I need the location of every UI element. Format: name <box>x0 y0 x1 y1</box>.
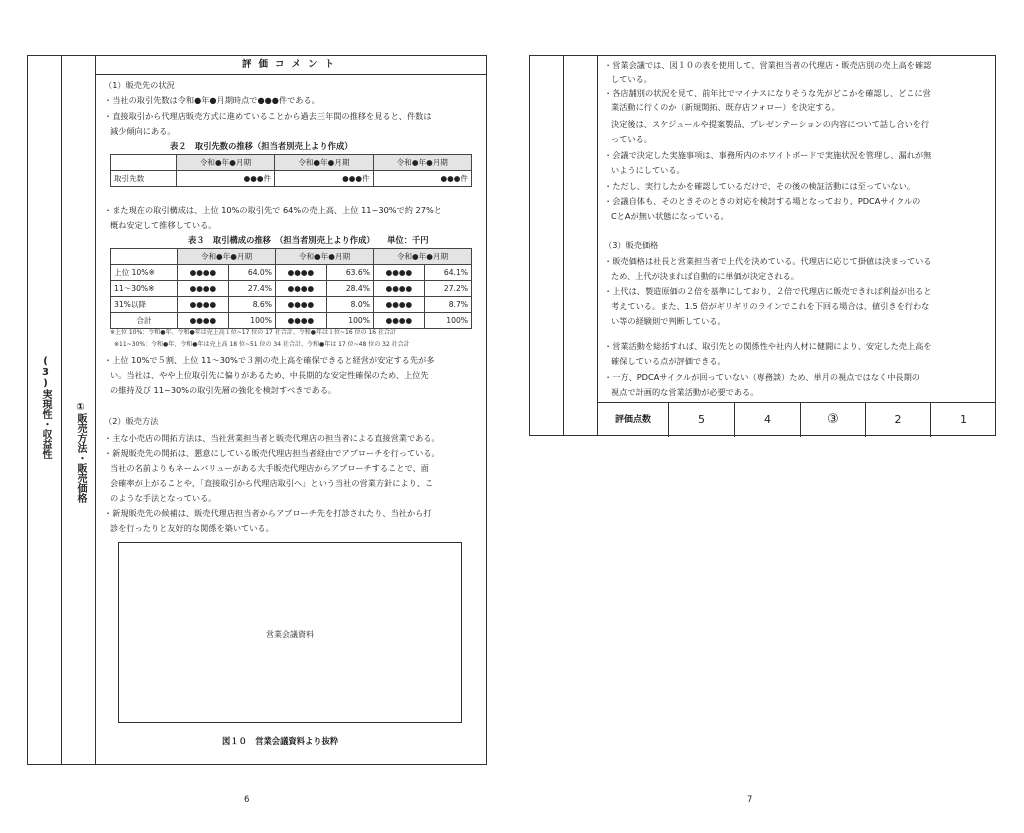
right-row-label-column <box>529 55 564 436</box>
score-option-2: 2 <box>865 403 930 437</box>
table2-header-cell: 令和●年●月期 <box>176 155 274 171</box>
right-line: CとAが無い状態になっている。 <box>611 211 729 221</box>
table3-cell: 64.1% <box>424 265 471 281</box>
right-line: 業活動に行くのか（新規開拓、既存店フォロー）を決定する。 <box>611 102 840 112</box>
table3-cell: 27.2% <box>424 281 471 297</box>
table3-cell: 8.7% <box>424 297 471 313</box>
right-line: ・各店舗別の状況を見て、前年比でマイナスになりそうな先がどこかを確認し、どこに営 <box>604 88 931 98</box>
section1-bullet2-line1: ・直接取引から代理店販売方式に進めていることから過去三年間の推移を見ると、件数は <box>104 111 432 121</box>
table-row <box>111 313 472 329</box>
figure-placeholder-text: 営業会議資料 <box>266 630 314 639</box>
section3-line: 考えている。また、1.5 倍がギリギリのラインでこれを下回る場合は、値引きを行わな <box>611 301 930 311</box>
section2-line7: 診を行ったりと友好的な関係を築いている。 <box>110 523 274 533</box>
table2-cell: ●●●件 <box>176 171 274 187</box>
para3-line1: ・上位 10%で５割、上位 11～30%で３割の売上高を確保できると経営が安定する先が多 <box>104 355 435 365</box>
table3-row-label: 合計 <box>111 313 178 329</box>
para2-line1: ・また現在の取引構成は、上位 10%の取引先で 64%の売上高、上位 11~30%で約 27%と <box>104 205 442 215</box>
table2-cell: ●●●件 <box>373 171 471 187</box>
table3-row-label: 31%以降 <box>111 297 178 313</box>
table2 <box>110 154 472 187</box>
right-line: ・会議自体も、そのときそのときの対応を検討する場となっており、PDCAサイクルの <box>604 196 921 206</box>
score-label: 評価点数 <box>614 415 651 425</box>
table3 <box>110 248 472 329</box>
table3-row-label: 上位 10%※ <box>111 265 178 281</box>
table3-cell: ●●●● <box>373 297 424 313</box>
left-sub-label-column <box>62 55 96 765</box>
section1-heading: （1）販売先の状況 <box>104 80 175 90</box>
table3-cell: ●●●● <box>373 281 424 297</box>
table3-note1: ※上位 10%：令和●年、令和●年は売上高１位~17 位の 17 社合計、令和●年は１位~16 位の 16 社合計 <box>110 329 397 336</box>
table3-cell: ●●●● <box>275 281 326 297</box>
score-option-3-selected: ③ <box>800 403 865 437</box>
table3-header-cell: 令和●年●月期 <box>178 249 276 265</box>
table3-cell: ●●●● <box>275 265 326 281</box>
table3-cell: ●●●● <box>275 313 326 329</box>
section2-line3: 当社の名前よりもネームバリューがある大手販売代理店からアプローチすることで、面 <box>110 463 429 473</box>
right-line: ・ただし、実行したかを確認しているだけで、その後の検証活動には至っていない。 <box>604 181 915 191</box>
table3-cell: 63.6% <box>326 265 373 281</box>
section3-line: ・上代は、製造原価の２倍を基準にしており、２倍で代理店に販売できれば利益が出ると <box>604 286 932 296</box>
table3-cell: ●●●● <box>178 281 229 297</box>
section3-line: い等の経験則で判断している。 <box>611 316 726 326</box>
table3-cell: 100% <box>228 313 275 329</box>
right-line: 決定後は、スケジュールや提案製品、プレゼンテーションの内容について話し合いを行 <box>611 119 930 129</box>
para3-line2: い。当社は、やや上位取引先に偏りがあるため、中長期的な安定性確保のため、上位先 <box>110 370 429 380</box>
section2-line5: のような手法となっている。 <box>110 493 217 503</box>
table3-cell: 28.4% <box>326 281 373 297</box>
right-line: ・会議で決定した実施事項は、事務所内のホワイトボードで実施状況を管理し、漏れが無 <box>604 150 932 160</box>
table3-cell: 27.4% <box>228 281 275 297</box>
table3-cell: 100% <box>326 313 373 329</box>
table3-note2: ※11~30%：令和●年、令和●年は売上高 18 位~51 位の 34 社合計、令和●年は 17 位~48 位の 32 社合計 <box>114 341 410 348</box>
section2-heading: （2）販売方法 <box>104 416 159 426</box>
right-sub-label-column <box>564 55 598 436</box>
right-line: している。 <box>611 74 652 84</box>
table2-header-cell: 令和●年●月期 <box>275 155 373 171</box>
section3-heading: （3）販売価格 <box>604 240 659 250</box>
sub-label-sales-method: ①販売方法・販売価格 <box>75 402 86 503</box>
score-option-5: 5 <box>668 403 734 437</box>
table-row <box>111 297 472 313</box>
table3-cell: 100% <box>424 313 471 329</box>
right-line: っている。 <box>611 134 652 144</box>
figure-caption: 図１０ 営業会議資料より抜粋 <box>222 736 339 746</box>
table3-cell: 8.6% <box>228 297 275 313</box>
table-row <box>111 265 472 281</box>
summary-line: 確保している点が評価できる。 <box>611 356 726 366</box>
page-number-left: 6 <box>244 795 250 805</box>
left-row-label-column <box>27 55 62 765</box>
para3-line3: の維持及び 11~30%の取引先層の強化を検討すべきである。 <box>110 385 337 395</box>
score-row <box>598 402 996 436</box>
score-option-4: 4 <box>734 403 800 437</box>
section2-line6: ・新規販売先の候補は、販売代理店担当者からアプローチ先を打診されたり、当社から打 <box>104 508 432 518</box>
table2-corner <box>111 155 177 171</box>
table3-header-cell: 令和●年●月期 <box>275 249 373 265</box>
table3-cell: ●●●● <box>373 265 424 281</box>
table2-row-label: 取引先数 <box>111 171 177 187</box>
table3-cell: 8.0% <box>326 297 373 313</box>
para2-line2: 概ね安定して推移している。 <box>110 220 217 230</box>
summary-line: ・一方、PDCAサイクルが回っていない（専務談）ため、単月の視点ではなく中長期の <box>604 372 920 382</box>
row-label-feasibility: (3)実現性・収益性 <box>40 356 51 459</box>
table3-cell: ●●●● <box>373 313 424 329</box>
table3-cell: ●●●● <box>178 297 229 313</box>
table3-corner <box>111 249 178 265</box>
right-line: ・営業会議では、図１０の表を使用して、営業担当者の代理店・販売店別の売上高を確認 <box>604 60 932 70</box>
section2-line4: 会確率が上がることや、「直接取引から代理店取引へ」という当社の営業方針により、こ <box>110 478 434 488</box>
table3-header-cell: 令和●年●月期 <box>373 249 471 265</box>
table2-caption: 表２ 取引先数の推移（担当者別売上より作成） <box>170 141 353 151</box>
table3-cell: 64.0% <box>228 265 275 281</box>
score-option-1: 1 <box>930 403 996 437</box>
summary-line: ・営業活動を総括すれば、取引先との関係性や社内人材に健闘により、安定した売上高を <box>604 341 932 351</box>
table3-caption: 表３ 取引構成の推移 （担当者別売上より作成） 単位：千円 <box>188 235 429 245</box>
section2-line2: ・新規販売先の開拓は、懇意にしている販売代理店担当者経由でアプローチを行っている。 <box>104 448 440 458</box>
summary-line: 視点で計画的な営業活動が必要である。 <box>611 387 759 397</box>
table2-header-cell: 令和●年●月期 <box>373 155 471 171</box>
section3-line: ため、上代が決まれば自動的に単価が決定される。 <box>611 271 799 281</box>
table2-cell: ●●●件 <box>275 171 373 187</box>
figure-placeholder-box <box>118 542 462 723</box>
section3-line: ・販売価格は社長と営業担当者で上代を決めている。代理店に応じて掛値は決まっている <box>604 256 932 266</box>
table-row <box>111 281 472 297</box>
section1-bullet1: ・当社の取引先数は令和●年●月期時点で●●●件である。 <box>104 95 320 105</box>
section2-line1: ・主な小売店の開拓方法は、当社営業担当者と販売代理店の担当者による直接営業である。 <box>104 433 440 443</box>
page-number-right: 7 <box>747 795 753 805</box>
table3-row-label: 11～30%※ <box>111 281 178 297</box>
right-line: いようにしている。 <box>611 165 685 175</box>
table3-cell: ●●●● <box>178 313 229 329</box>
evaluation-comment-header: 評価コメント <box>96 55 487 75</box>
section1-bullet2-line2: 減少傾向にある。 <box>110 126 176 136</box>
table3-cell: ●●●● <box>178 265 229 281</box>
table3-cell: ●●●● <box>275 297 326 313</box>
